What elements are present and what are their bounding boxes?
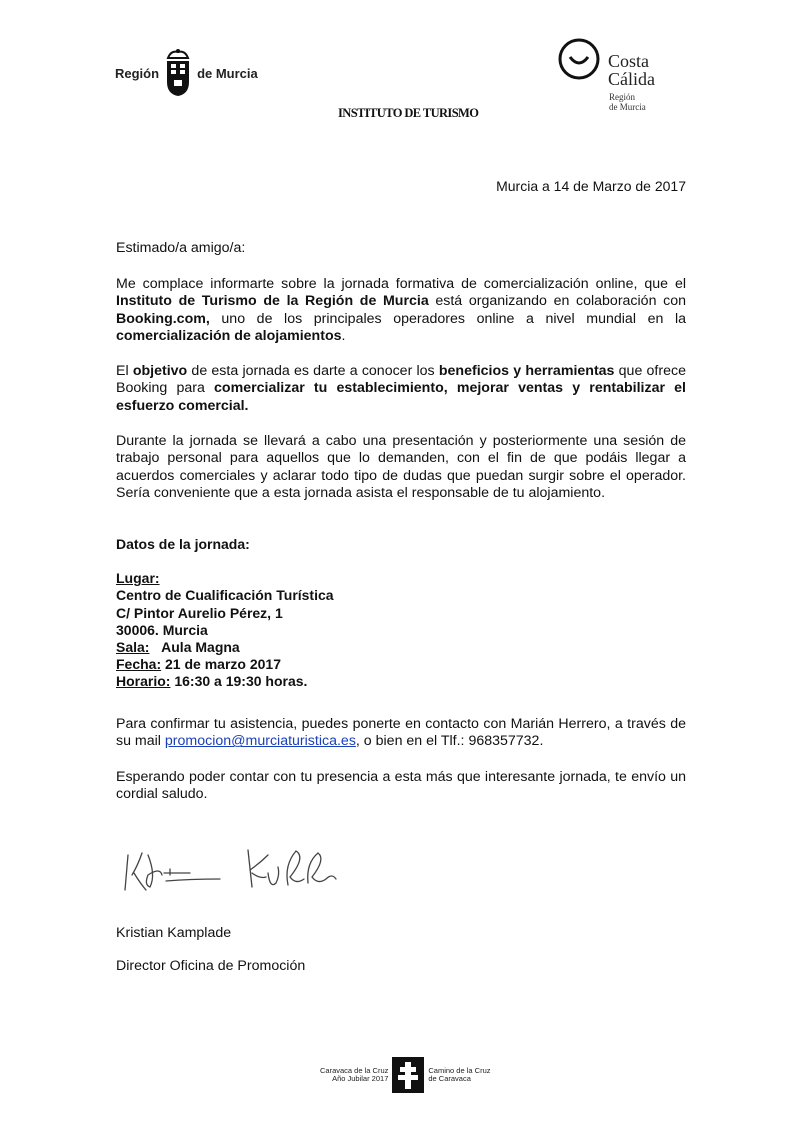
bold-text: beneficios y herramientas [438, 363, 615, 379]
paragraph-closing: Esperando poder contar con tu presencia a esta más que interesante jornada, te envío un cordial saludo. [116, 769, 686, 803]
fecha-value: 21 de marzo 2017 [165, 656, 281, 673]
bold-text: comercialización de alojamientos [116, 328, 342, 345]
text: de esta jornada es darte a conocer los [187, 363, 439, 379]
region-text: Región [609, 92, 635, 102]
costa-text: Costa [608, 51, 650, 71]
fecha-label: Fecha: [116, 656, 162, 673]
event-details [116, 536, 334, 691]
sala-label: Sala: [116, 639, 150, 656]
details-heading: Datos de la jornada: [116, 536, 250, 552]
footer-right-line2: de Caravaca [428, 1074, 471, 1083]
footer-right-text [428, 1067, 490, 1084]
horario-value: 16:30 a 19:30 horas. [174, 673, 308, 690]
venue-city: 30006. Murcia [116, 621, 208, 638]
institute-heading: INSTITUTO DE TURISMO [338, 106, 479, 120]
signature-image [120, 845, 350, 895]
text: está organizando en colaboración con [428, 293, 686, 310]
date-line: Murcia a 14 de Marzo de 2017 [496, 178, 686, 194]
paragraph-contact [116, 716, 686, 751]
footer-right-line1: Camino de la Cruz [428, 1065, 491, 1075]
text: Me complace informarte sobre la jornada formativa de comercialización online, que el [116, 276, 686, 292]
text: El [116, 363, 133, 379]
paragraph-intro [116, 276, 686, 346]
bold-text: comercializar tu establecimiento, mejorar ventas y rentabilizar el esfuerzo comercial. [116, 380, 686, 414]
signer-name: Kristian Kamplade [116, 925, 232, 941]
coat-of-arms-icon [163, 48, 193, 98]
logo-text-region: Región [115, 65, 160, 81]
footer-logo [320, 1057, 490, 1093]
caravaca-cross-icon [392, 1057, 424, 1093]
footer-left-line2: Año Jubilar 2017 [332, 1074, 389, 1083]
smile-circle-icon [557, 37, 601, 81]
sala-value: Aula Magna [161, 639, 240, 656]
text: . [341, 328, 346, 345]
bold-text: Booking.com, [116, 310, 210, 327]
venue-street: C/ Pintor Aurelio Pérez, 1 [116, 604, 283, 621]
lugar-label: Lugar: [116, 570, 160, 587]
text: uno de los principales operadores online a nivel mundial en la [209, 310, 686, 327]
bold-text: Instituto de Turismo de la Región de Murcia [116, 293, 429, 310]
logo-text-de-murcia: de Murcia [197, 65, 258, 81]
costa-calida-logo [555, 35, 695, 115]
costa-calida-title [608, 52, 655, 88]
de-murcia-text: de Murcia [609, 102, 646, 112]
paragraph-objective [116, 363, 686, 415]
email-link[interactable]: promocion@murciaturistica.es [164, 733, 356, 750]
text: que ofrece Booking para [116, 363, 686, 397]
footer-left-line1: Caravaca de la Cruz [320, 1065, 389, 1075]
text: Para confirmar tu asistencia, puedes ponerte en contacto con Marián Herrero, a través de su mail [116, 716, 686, 750]
paragraph-session: Durante la jornada se llevará a cabo una presentación y posteriormente una sesión de trabajo personal para aquellos que lo demanden, con el fin de que podáis llegar a acuerdos comerciales y aclarar todo tipo de dudas que puedan surgir sobre el operador. Sería conveniente que a esta jornada asista el responsable de tu alojamiento. [116, 433, 686, 502]
horario-label: Horario: [116, 673, 171, 690]
greeting: Estimado/a amigo/a: [116, 240, 246, 256]
bold-text: objetivo [132, 363, 188, 379]
footer-left-text [320, 1067, 388, 1084]
costa-calida-subtitle [609, 92, 646, 112]
signer-title: Director Oficina de Promoción [116, 958, 306, 974]
region-de-murcia-logo [115, 48, 258, 98]
calida-text: Cálida [608, 69, 655, 89]
venue-name: Centro de Cualificación Turística [116, 587, 334, 604]
text: , o bien en el Tlf.: 968357732. [355, 733, 544, 750]
